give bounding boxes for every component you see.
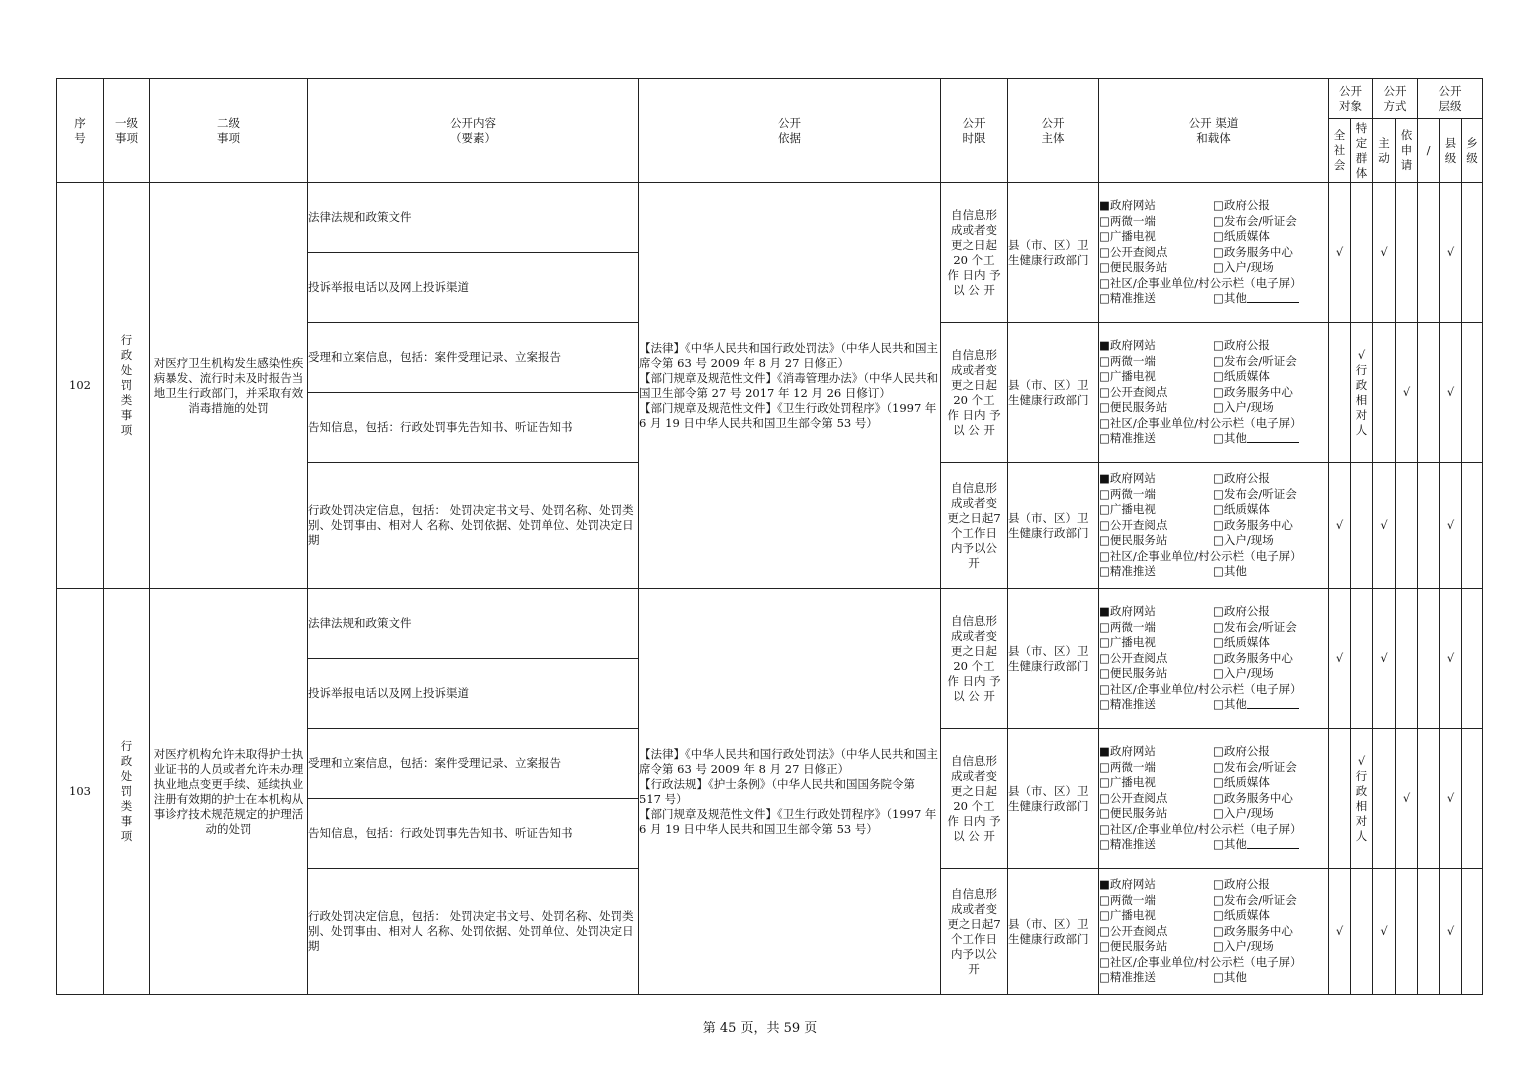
channel-row: □便民服务站 □入户/现场 — [1099, 806, 1274, 821]
header-level1: 一级事项 — [104, 79, 150, 183]
header-time: 公开时限 — [941, 79, 1008, 183]
channel-row: □精准推送 □其他 — [1099, 970, 1247, 985]
header-object: 公开对象 — [1329, 79, 1373, 119]
header-level: 公开层级 — [1418, 79, 1483, 119]
header-level2: 二级事项 — [150, 79, 308, 183]
channel-row: □两微一端 □发布会/听证会 — [1099, 353, 1297, 368]
page-footer: 第 45 页，共 59 页 — [702, 1021, 818, 1036]
check-active — [1373, 729, 1396, 869]
check-specific-group: √ 行政相对人 — [1351, 729, 1373, 869]
channel-row: □两微一端 □发布会/听证会 — [1099, 759, 1297, 774]
channel-row: □精准推送 □其他 — [1099, 837, 1328, 853]
check-active: √ — [1373, 183, 1396, 323]
channel-row: □公开查阅点 □政务服务中心 — [1099, 790, 1293, 805]
other-blank-line — [1247, 291, 1299, 303]
content-item: 投诉举报电话以及网上投诉渠道 — [308, 253, 639, 323]
check-specific-group — [1351, 183, 1373, 323]
subject-cell: 县（市、区）卫 生健康行政部门 — [1008, 463, 1099, 589]
channel-community: □社区/企事业单位/村公示栏（电子屏） — [1099, 548, 1302, 563]
channel-row: □公开查阅点 □政务服务中心 — [1099, 517, 1293, 532]
channel-row: □精准推送 □其他 — [1099, 697, 1328, 713]
header-mode-active: 主动 — [1373, 119, 1396, 183]
time-limit-cell: 自信息形成或者变更之日起 20 个工 作 日内 予以 公 开 — [941, 589, 1008, 729]
channel-row: □公开查阅点 □政务服务中心 — [1099, 244, 1293, 259]
table-row — [57, 589, 1483, 659]
level1-cell: 行政处罚类事项 — [104, 183, 150, 589]
subject-cell: 县（市、区）卫 生健康行政部门 — [1008, 869, 1099, 995]
channel-cell — [1099, 323, 1329, 463]
channel-row: □公开查阅点 □政务服务中心 — [1099, 384, 1293, 399]
time-limit-cell: 自信息形成或者变更之日起 20 个工 作 日内 予以 公 开 — [941, 323, 1008, 463]
check-town — [1462, 589, 1483, 729]
header-channel: 公开 渠道 和载体 — [1099, 79, 1329, 183]
header-seq: 序号 — [57, 79, 104, 183]
check-town — [1462, 183, 1483, 323]
header-level-town: 乡级 — [1462, 119, 1483, 183]
channel-row: □两微一端 □发布会/听证会 — [1099, 213, 1297, 228]
channel-row: □精准推送 □其他 — [1099, 291, 1328, 307]
check-town — [1462, 463, 1483, 589]
check-town — [1462, 323, 1483, 463]
header-mode-request: 依申请 — [1396, 119, 1418, 183]
check-all-society — [1329, 323, 1351, 463]
check-specific-group: √ 行政相对人 — [1351, 323, 1373, 463]
channel-row: □便民服务站 □入户/现场 — [1099, 666, 1274, 681]
slash-cell — [1418, 463, 1440, 589]
check-town — [1462, 869, 1483, 995]
header-content: 公开内容 （要素） — [308, 79, 639, 183]
channel-row: □两微一端 □发布会/听证会 — [1099, 619, 1297, 634]
check-all-society — [1329, 729, 1351, 869]
check-request: √ — [1396, 729, 1418, 869]
check-county: √ — [1440, 869, 1462, 995]
check-town — [1462, 729, 1483, 869]
channel-row: □公开查阅点 □政务服务中心 — [1099, 923, 1293, 938]
content-item: 受理和立案信息，包括：案件受理记录、立案报告 — [308, 729, 639, 799]
channel-row: □便民服务站 □入户/现场 — [1099, 939, 1274, 954]
slash-cell — [1418, 323, 1440, 463]
check-specific-group — [1351, 869, 1373, 995]
level2-cell: 对医疗机构允许未取得护士执业证书的人员或者允许未办理执业地点变更手续、延续执业注册有效期的护士在本机构从事诊疗技术规范规定的护理活动的处罚 — [150, 589, 308, 995]
channel-row: ■政府网站 □政府公报 — [1099, 744, 1270, 759]
content-item: 受理和立案信息，包括：案件受理记录、立案报告 — [308, 323, 639, 393]
check-request — [1396, 869, 1418, 995]
content-item: 告知信息，包括：行政处罚事先告知书、听证告知书 — [308, 393, 639, 463]
check-all-society: √ — [1329, 183, 1351, 323]
level1-cell: 行政处罚类事项 — [104, 589, 150, 995]
header-level-county: 县级 — [1440, 119, 1462, 183]
channel-row: ■政府网站 □政府公报 — [1099, 877, 1270, 892]
channel-row: □精准推送 □其他 — [1099, 564, 1247, 579]
header-basis: 公开依据 — [639, 79, 941, 183]
subject-cell: 县（市、区）卫 生健康行政部门 — [1008, 323, 1099, 463]
slash-cell — [1418, 589, 1440, 729]
basis-cell: 【法律】《中华人民共和国行政处罚法》（中华人民共和国主席令第 63 号 2009 年 8 月 27 日修正） 【部门规章及规范性文件】《消毒管理办法》（中华人民共和国卫生部令第 27 号 2017 年 12 月 26 日修订） 【部门规章及规范性文件】《卫生行政处罚程序》（1997 年 6 月 19 日中华人民共和国卫生部令第 53 号） — [639, 183, 941, 589]
check-request — [1396, 183, 1418, 323]
channel-row: ■政府网站 □政府公报 — [1099, 198, 1270, 213]
level2-cell: 对医疗卫生机构发生感染性疾病暴发、流行时未及时报告当地卫生行政部门，并采取有效消毒措施的处罚 — [150, 183, 308, 589]
check-specific-group — [1351, 589, 1373, 729]
channel-row: ■政府网站 □政府公报 — [1099, 338, 1270, 353]
channel-row: ■政府网站 □政府公报 — [1099, 604, 1270, 619]
table-row — [57, 183, 1483, 253]
subject-cell: 县（市、区）卫 生健康行政部门 — [1008, 183, 1099, 323]
channel-community: □社区/企事业单位/村公示栏（电子屏） — [1099, 681, 1302, 696]
disclosure-table — [56, 78, 1483, 995]
slash-cell — [1418, 183, 1440, 323]
content-item: 法律法规和政策文件 — [308, 589, 639, 659]
content-item: 行政处罚决定信息，包括： 处罚决定书文号、处罚名称、处罚类别、处罚事由、相对人 名称、处罚依据、处罚单位、处罚决定日期 — [308, 869, 639, 995]
seq-cell: 102 — [57, 183, 104, 589]
subject-cell: 县（市、区）卫 生健康行政部门 — [1008, 729, 1099, 869]
channel-row: □便民服务站 □入户/现场 — [1099, 533, 1274, 548]
check-county: √ — [1440, 183, 1462, 323]
check-request — [1396, 589, 1418, 729]
channel-cell — [1099, 869, 1329, 995]
channel-cell — [1099, 183, 1329, 323]
check-specific-group — [1351, 463, 1373, 589]
content-item: 告知信息，包括：行政处罚事先告知书、听证告知书 — [308, 799, 639, 869]
check-county: √ — [1440, 729, 1462, 869]
channel-row: □广播电视 □纸质媒体 — [1099, 502, 1270, 517]
header-slash: / — [1418, 119, 1440, 183]
content-item: 投诉举报电话以及网上投诉渠道 — [308, 659, 639, 729]
seq-cell: 103 — [57, 589, 104, 995]
header-object-specific: 特定群体 — [1351, 119, 1373, 183]
check-county: √ — [1440, 463, 1462, 589]
check-active: √ — [1373, 463, 1396, 589]
time-limit-cell: 自信息形成或者变更之日起 20 个工 作 日内 予以 公 开 — [941, 183, 1008, 323]
channel-row: □广播电视 □纸质媒体 — [1099, 635, 1270, 650]
channel-row: □广播电视 □纸质媒体 — [1099, 369, 1270, 384]
channel-cell — [1099, 463, 1329, 589]
channel-community: □社区/企事业单位/村公示栏（电子屏） — [1099, 954, 1302, 969]
check-county: √ — [1440, 323, 1462, 463]
channel-row: □广播电视 □纸质媒体 — [1099, 908, 1270, 923]
time-limit-cell: 自信息形成或者变更之日起 20 个工 作 日内 予以 公 开 — [941, 729, 1008, 869]
other-blank-line — [1247, 837, 1299, 849]
header-subject: 公开主体 — [1008, 79, 1099, 183]
channel-row: □公开查阅点 □政务服务中心 — [1099, 650, 1293, 665]
channel-cell — [1099, 589, 1329, 729]
check-active: √ — [1373, 869, 1396, 995]
other-blank-line — [1247, 697, 1299, 709]
channel-community: □社区/企事业单位/村公示栏（电子屏） — [1099, 275, 1302, 290]
channel-row: □精准推送 □其他 — [1099, 431, 1328, 447]
slash-cell — [1418, 729, 1440, 869]
channel-row: □广播电视 □纸质媒体 — [1099, 775, 1270, 790]
check-all-society: √ — [1329, 589, 1351, 729]
check-request — [1396, 463, 1418, 589]
slash-cell — [1418, 869, 1440, 995]
channel-row: ■政府网站 □政府公报 — [1099, 471, 1270, 486]
content-item: 法律法规和政策文件 — [308, 183, 639, 253]
check-all-society: √ — [1329, 463, 1351, 589]
check-county: √ — [1440, 589, 1462, 729]
header-mode: 公开方式 — [1373, 79, 1418, 119]
subject-cell: 县（市、区）卫 生健康行政部门 — [1008, 589, 1099, 729]
other-blank-line — [1247, 431, 1299, 443]
channel-row: □两微一端 □发布会/听证会 — [1099, 892, 1297, 907]
channel-community: □社区/企事业单位/村公示栏（电子屏） — [1099, 415, 1302, 430]
time-limit-cell: 自信息形成或者变更之日起7个工作日内予以公开 — [941, 869, 1008, 995]
check-active: √ — [1373, 589, 1396, 729]
check-all-society: √ — [1329, 869, 1351, 995]
channel-row: □两微一端 □发布会/听证会 — [1099, 486, 1297, 501]
channel-community: □社区/企事业单位/村公示栏（电子屏） — [1099, 821, 1302, 836]
check-active — [1373, 323, 1396, 463]
channel-row: □广播电视 □纸质媒体 — [1099, 229, 1270, 244]
basis-cell: 【法律】《中华人民共和国行政处罚法》（中华人民共和国主席令第 63 号 2009 年 8 月 27 日修正） 【行政法规】《护士条例》（中华人民共和国国务院令第 517 号） 【部门规章及规范性文件】《卫生行政处罚程序》（1997 年 6 月 19 日中华人民共和国卫生部令第 53 号） — [639, 589, 941, 995]
table-body — [57, 183, 1483, 995]
header-object-all: 全社会 — [1329, 119, 1351, 183]
channel-row: □便民服务站 □入户/现场 — [1099, 400, 1274, 415]
content-item: 行政处罚决定信息，包括： 处罚决定书文号、处罚名称、处罚类别、处罚事由、相对人 名称、处罚依据、处罚单位、处罚决定日期 — [308, 463, 639, 589]
check-request: √ — [1396, 323, 1418, 463]
channel-row: □便民服务站 □入户/现场 — [1099, 260, 1274, 275]
channel-cell — [1099, 729, 1329, 869]
time-limit-cell: 自信息形成或者变更之日起7个工作日内予以公开 — [941, 463, 1008, 589]
